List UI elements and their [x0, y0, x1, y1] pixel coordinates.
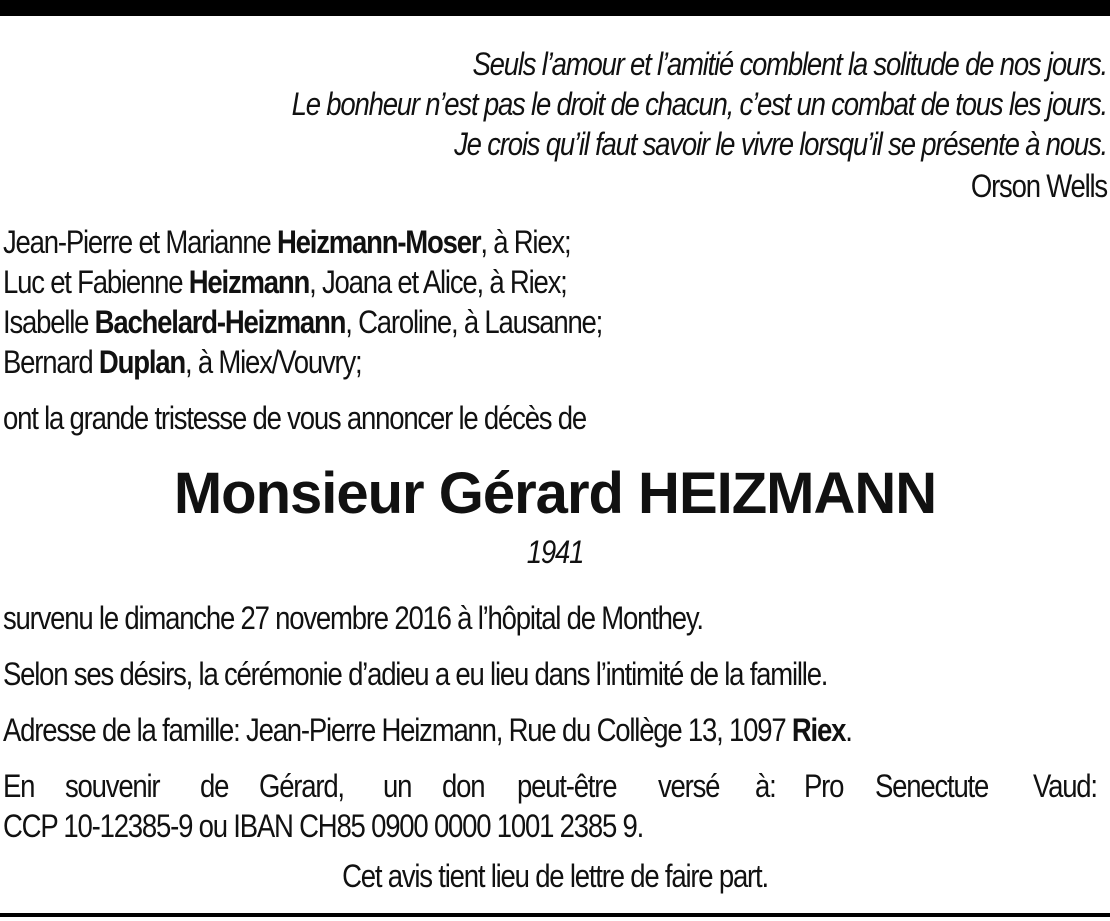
family-surname: Heizmann [188, 264, 310, 300]
family-surname: Duplan [98, 344, 185, 380]
closing-note: Cet avis tient lieu de lettre de faire part. [342, 858, 768, 894]
family-member-line: Luc et Fabienne Heizmann, Joana et Alice, à Riex; [3, 264, 567, 300]
family-address: Adresse de la famille: Jean-Pierre Heizmann, Rue du Collège 13, 1097 Riex. [3, 712, 852, 748]
quote-author: Orson Wells [970, 168, 1107, 204]
quote-line-1: Seuls l’amour et l’amitié comblent la solitude de nos jours. [472, 46, 1107, 82]
family-member-line: Isabelle Bachelard-Heizmann, Caroline, à Lausanne; [3, 304, 603, 340]
family-surname: Heizmann-Moser [276, 224, 481, 260]
family-surname: Bachelard-Heizmann [94, 304, 346, 340]
ceremony-details: Selon ses désirs, la cérémonie d’adieu a eu lieu dans l’intimité de la famille. [3, 656, 828, 692]
birth-year: 1941 [526, 534, 584, 570]
bottom-rule [0, 913, 1110, 917]
deceased-name: Monsieur Gérard HEIZMANN [173, 461, 937, 526]
announcement-text: ont la grande tristesse de vous annoncer le décès de [3, 400, 586, 436]
family-member-line: Bernard Duplan, à Miex/Vouvry; [3, 344, 362, 380]
address-town: Riex [791, 712, 846, 748]
donation-line-2: CCP 10-12385-9 ou IBAN CH85 0900 0000 1001 2385 9. [3, 808, 644, 844]
donation-line-1: En souvenir de Gérard, un don peut-être versé à: Pro Senectute Vaud: [3, 768, 1097, 804]
family-member-line: Jean-Pierre et Marianne Heizmann-Moser, à Riex; [3, 224, 571, 260]
death-details: survenu le dimanche 27 novembre 2016 à l’hôpital de Monthey. [3, 600, 703, 636]
quote-line-3: Je crois qu’il faut savoir le vivre lorsqu’il se présente à nous. [454, 126, 1107, 162]
quote-line-2: Le bonheur n’est pas le droit de chacun, c’est un combat de tous les jours. [291, 86, 1107, 122]
